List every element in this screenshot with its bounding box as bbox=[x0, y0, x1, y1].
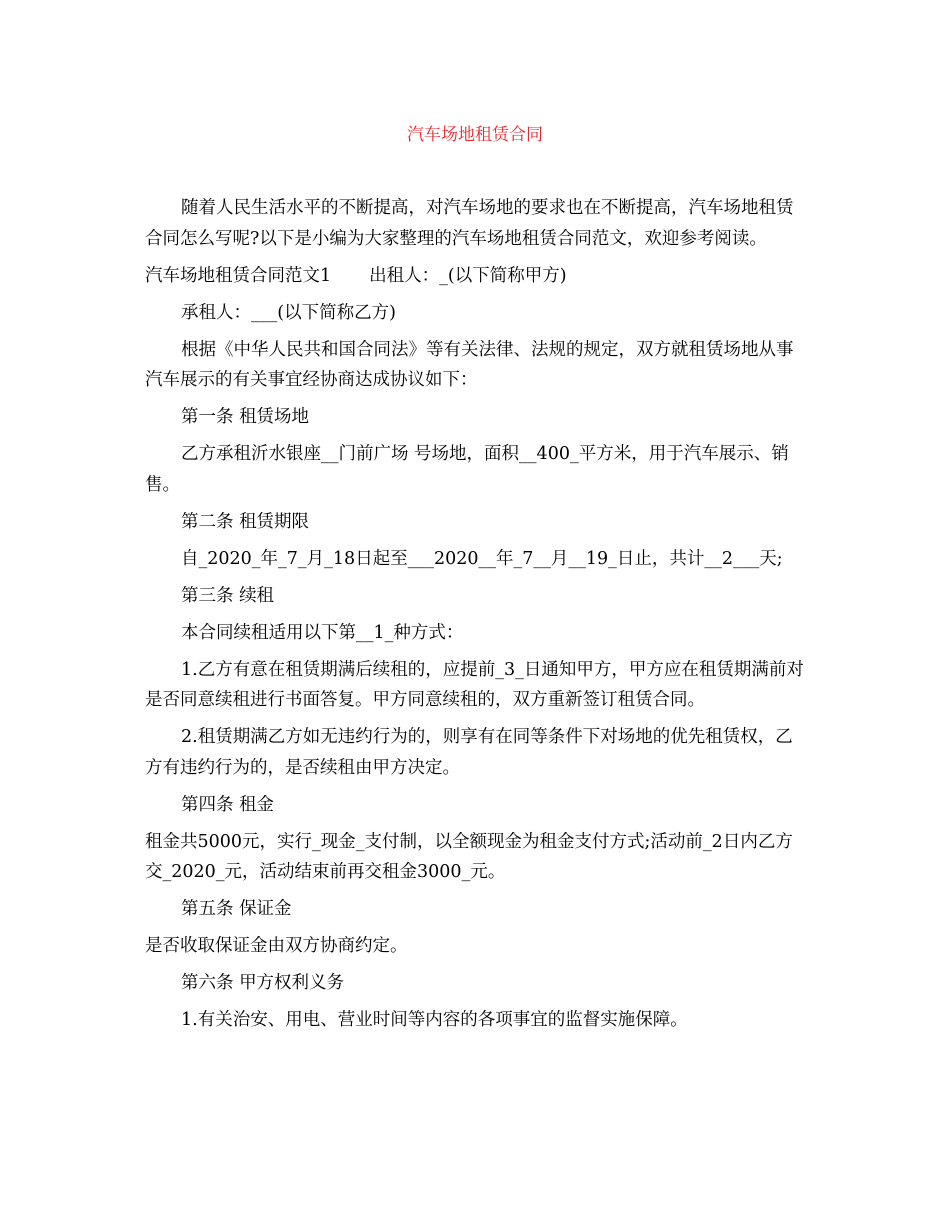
renewal-item-2: 2.租赁期满乙方如无违约行为的，则享有在同等条件下对场地的优先租赁权，乙方有违约行为的，是否续租由甲方决定。 bbox=[145, 727, 793, 778]
article-3-heading: 第三条 续租 bbox=[181, 585, 275, 606]
renewal-item-1: 1.乙方有意在租赁期满后续租的，应提前_3_日通知甲方，甲方应在租赁期满前对是否同意续租进行书面答复。甲方同意续租的，双方重新签订租赁合同。 bbox=[145, 659, 804, 710]
article-1-text: 乙方承租沂水银座__门前广场 号场地，面积__400_平方米，用于汽车展示、销售。 bbox=[145, 444, 789, 495]
sample-heading-line bbox=[145, 261, 807, 292]
article-1-heading: 第一条 租赁场地 bbox=[181, 407, 310, 427]
article-5-heading: 第五条 保证金 bbox=[181, 899, 292, 919]
intro-paragraph: 随着人民生活水平的不断提高，对汽车场地的要求也在不断提高，汽车场地租赁合同怎么写呢?以下是小编为大家整理的汽车场地租赁合同范文，欢迎参考阅读。 bbox=[145, 198, 794, 249]
article-3-text: 本合同续租适用以下第__1_种方式： bbox=[181, 622, 464, 643]
lessee-line: 承租人：___(以下简称乙方) bbox=[181, 302, 396, 323]
lessor-line: 出租人：_(以下简称甲方) bbox=[369, 265, 567, 286]
article-2-text: 自_2020_年_7_月_18日起至___2020__年_7__月__19_日止，共计__2___天; bbox=[181, 548, 783, 569]
article-5-text: 是否收取保证金由双方协商约定。 bbox=[145, 936, 408, 956]
sample-heading: 汽车场地租赁合同范文1 bbox=[145, 265, 332, 286]
article-6-text: 1.有关治安、用电、营业时间等内容的各项事宜的监督实施保障。 bbox=[181, 1010, 688, 1030]
article-4-text: 租金共5000元，实行_现金_支付制，以全额现金为租金支付方式;活动前_2日内乙方交_2020_元，活动结束前再交租金3000_元。 bbox=[145, 831, 793, 882]
article-2-heading: 第二条 租赁期限 bbox=[181, 511, 310, 532]
document-body bbox=[145, 193, 807, 1042]
article-6-heading: 第六条 甲方权利义务 bbox=[181, 973, 345, 993]
article-4-heading: 第四条 租金 bbox=[181, 794, 275, 815]
preamble-paragraph: 根据《中华人民共和国合同法》等有关法律、法规的规定，双方就租赁场地从事汽车展示的有关事宜经协商达成协议如下： bbox=[145, 339, 794, 390]
document-title: 汽车场地租赁合同 bbox=[407, 125, 543, 145]
